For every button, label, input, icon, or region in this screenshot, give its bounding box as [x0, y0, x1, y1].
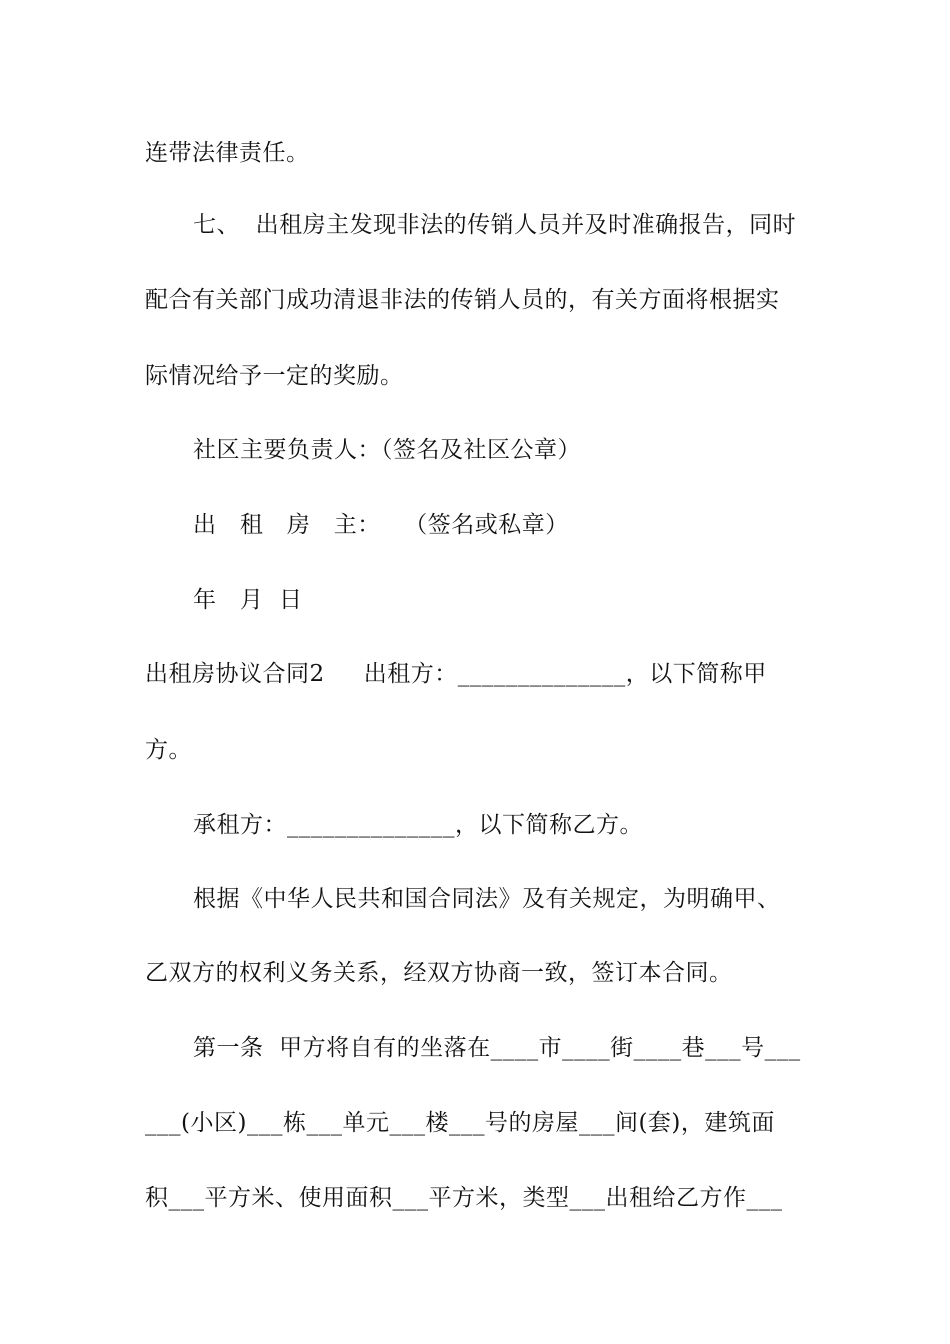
paragraph-line-2: 七、 出租房主发现非法的传销人员并及时准确报告，同时 [193, 212, 797, 238]
article-one-line-2: ___(小区)___栋___单元___楼___号的房屋___间(套)，建筑面 [145, 1110, 775, 1136]
paragraph-line-12: 乙双方的权利义务关系，经双方协商一致，签订本合同。 [145, 960, 733, 986]
signature-community-head: 社区主要负责人：（签名及社区公章） [193, 437, 581, 463]
paragraph-line-4: 际情况给予一定的奖励。 [145, 363, 404, 389]
article-one-line-3: 积___平方米、使用面积___平方米，类型___出租给乙方作___ [145, 1185, 783, 1211]
article-one-line-1: 第一条 甲方将自有的坐落在____市____街____巷___号___ [193, 1035, 801, 1061]
paragraph-line-9: 方。 [145, 737, 192, 763]
paragraph-line-1: 连带法律责任。 [145, 140, 310, 166]
signature-landlord: 出 租 房 主： （签名或私章） [193, 512, 569, 538]
date-line: 年 月 日 [193, 587, 303, 613]
paragraph-line-11: 根据《中华人民共和国合同法》及有关规定，为明确甲、 [193, 886, 781, 912]
tenant-line: 承租方：______________，以下简称乙方。 [193, 812, 643, 838]
paragraph-line-3: 配合有关部门成功清退非法的传销人员的，有关方面将根据实 [145, 287, 780, 313]
contract-title-line: 出租房协议合同2 出租方：______________，以下简称甲 [145, 661, 767, 687]
